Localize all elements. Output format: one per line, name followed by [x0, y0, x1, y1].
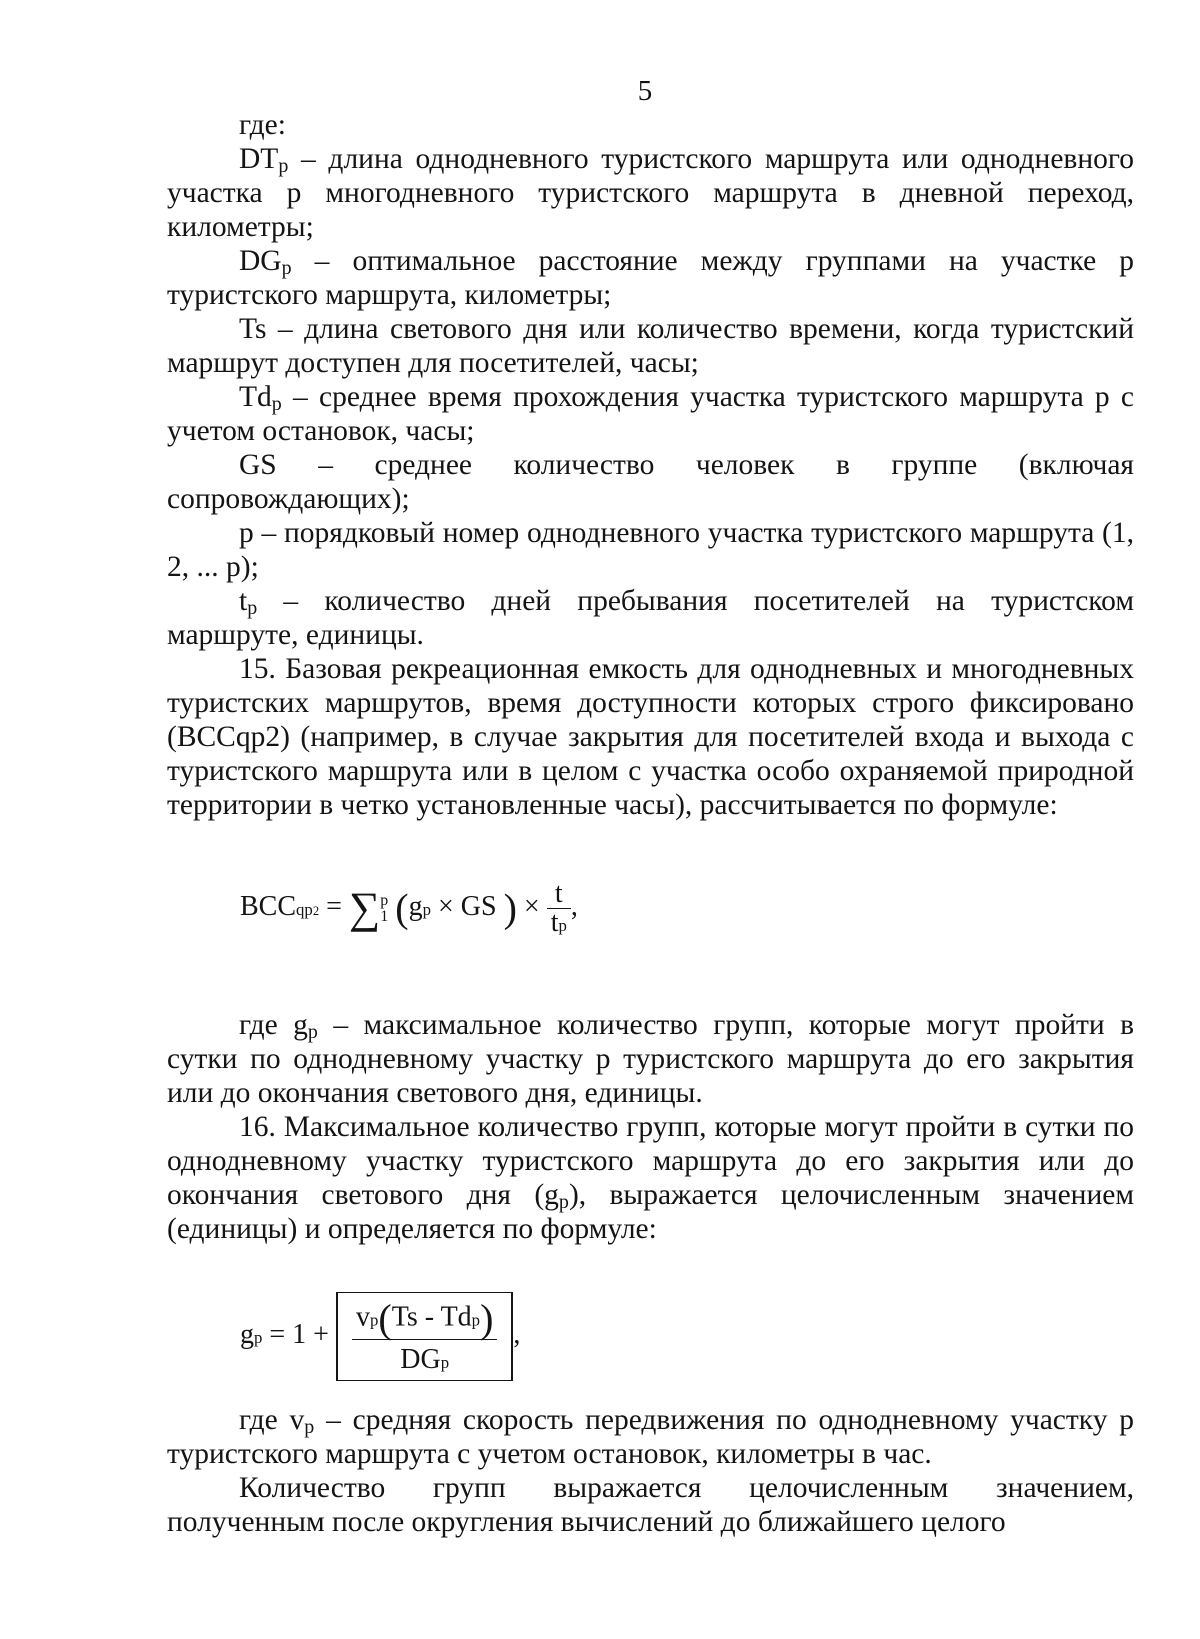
definition-td: $Td_p$ – среднее время прохождения участка туристского маршрута р с учетом остановок, часы; — [167, 381, 1134, 447]
where-g: где $g_p$ – максимальное количество групп, которые могут пройти в сутки по однодневному участку р туристского маршрута до его закрытия или до окончания светового дня, единицы. — [167, 1009, 1135, 1109]
fraction-t-over-tp: $\frac{t}{tp}$ — [547, 880, 571, 937]
item-16-paragraph: 16. Максимальное количество групп, которые могут пройти в сутки по однодневному участку туристского маршрута до его закрытия или до окончания светового дня $(g_p)$, выражается целочисленным значением (единицы) и определяется по формуле: — [167, 1111, 1134, 1245]
item-16-block — [167, 1008, 1134, 1246]
page-number: 5 — [637, 75, 653, 107]
closing-block — [167, 1403, 1134, 1539]
definitions-block — [167, 108, 1134, 822]
where-label: где: — [239, 109, 286, 141]
definition-gs: GS – среднее количество человек в группе (включая сопровождающих); — [167, 449, 1134, 515]
definition-dt: $DT_p$ – длина однодневного туристского маршрута или однодневного участка р многодневного туристского маршрута в дневной переход, километры; — [167, 143, 1134, 243]
floor-bracket — [336, 1292, 513, 1381]
final-paragraph: Количество групп выражается целочисленным значением, полученным после округления вычислений до ближайшего целого — [167, 1472, 1134, 1538]
definition-tp: $t_p$ – количество дней пребывания посетителей на туристском маршруте, единицы. — [167, 585, 1134, 651]
item-15-paragraph: 15. Базовая рекреационная емкость для однодневных и многодневных туристских маршрутов, время доступности которых строго фиксировано (BCCqp2) (например, в случае закрытия для посетителей входа и выхода с туристского маршрута или в целом с участка особо охраняемой природной территории в четко установленные часы), рассчитывается по формуле: — [167, 653, 1134, 821]
formula-bcc: BCCqp2 = ∑ p 1 (gp × GS ) × $\frac{t}{tp}$ , — [240, 878, 578, 938]
definition-p: р – порядковый номер однодневного участка туристского маршрута (1, 2, ... р); — [167, 517, 1134, 583]
definition-ts: Ts – длина светового дня или количество времени, когда туристский маршрут доступен для посетителей, часы; — [167, 313, 1134, 379]
formula-gp: gp = 1 + $\frac{\text{vp(Ts - Tdp)}}{\text{DGp}}$ , — [240, 1292, 520, 1381]
where-v: где $v_p$ – средняя скорость передвижения по однодневному участку р туристского маршрута с учетом остановок, километры в час. — [167, 1404, 1134, 1470]
definition-dg: $DG_p$ – оптимальное расстояние между группами на участке р туристского маршрута, километры; — [167, 245, 1134, 311]
fraction-vp: $\frac{\text{vp(Ts - Tdp)}}{\text{DGp}}$ — [352, 1299, 497, 1374]
